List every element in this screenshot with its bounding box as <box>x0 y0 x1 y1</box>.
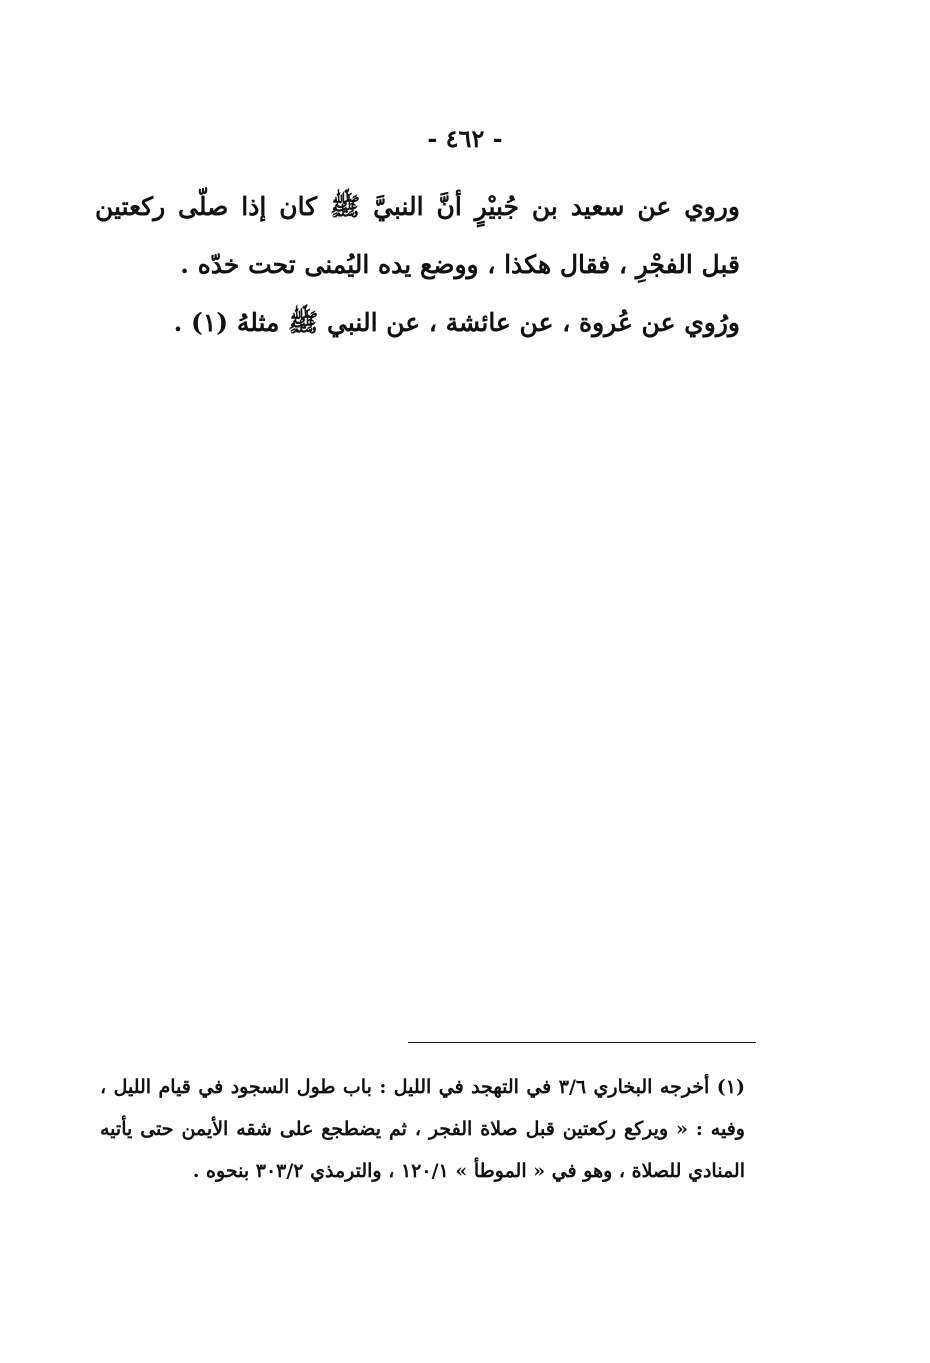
body-text <box>95 178 740 352</box>
footnote: (١) أخرجه البخاري ٣/٦ في التهجد في الليل : باب طول السجود في قيام الليل ، وفيه : « ويركع ركعتين قبل صلاة الفجر ، ثم يضطجع على شقه الأيمن حتى يأتيه المنادي للصلاة ، وهو في « الموطأ » ١٢٠/١ ، والترمذي ٣٠٣/٢ بنحوه . <box>100 1076 745 1182</box>
body-paragraph: ورُوي عن عُروة ، عن عائشة ، عن النبي ﷺ مثلهُ (١) . <box>173 308 740 337</box>
page-number: - ٤٦٢ - <box>427 124 503 153</box>
body-paragraph: وروي عن سعيد بن جُبيْرٍ أنَّ النبيَّ ﷺ كان إذا صلّى ركعتين قبل الفجْرِ ، فقال هكذا ، ووضع يده اليُمنى تحت خدّه . <box>95 192 740 279</box>
footnote-divider <box>408 1042 756 1043</box>
